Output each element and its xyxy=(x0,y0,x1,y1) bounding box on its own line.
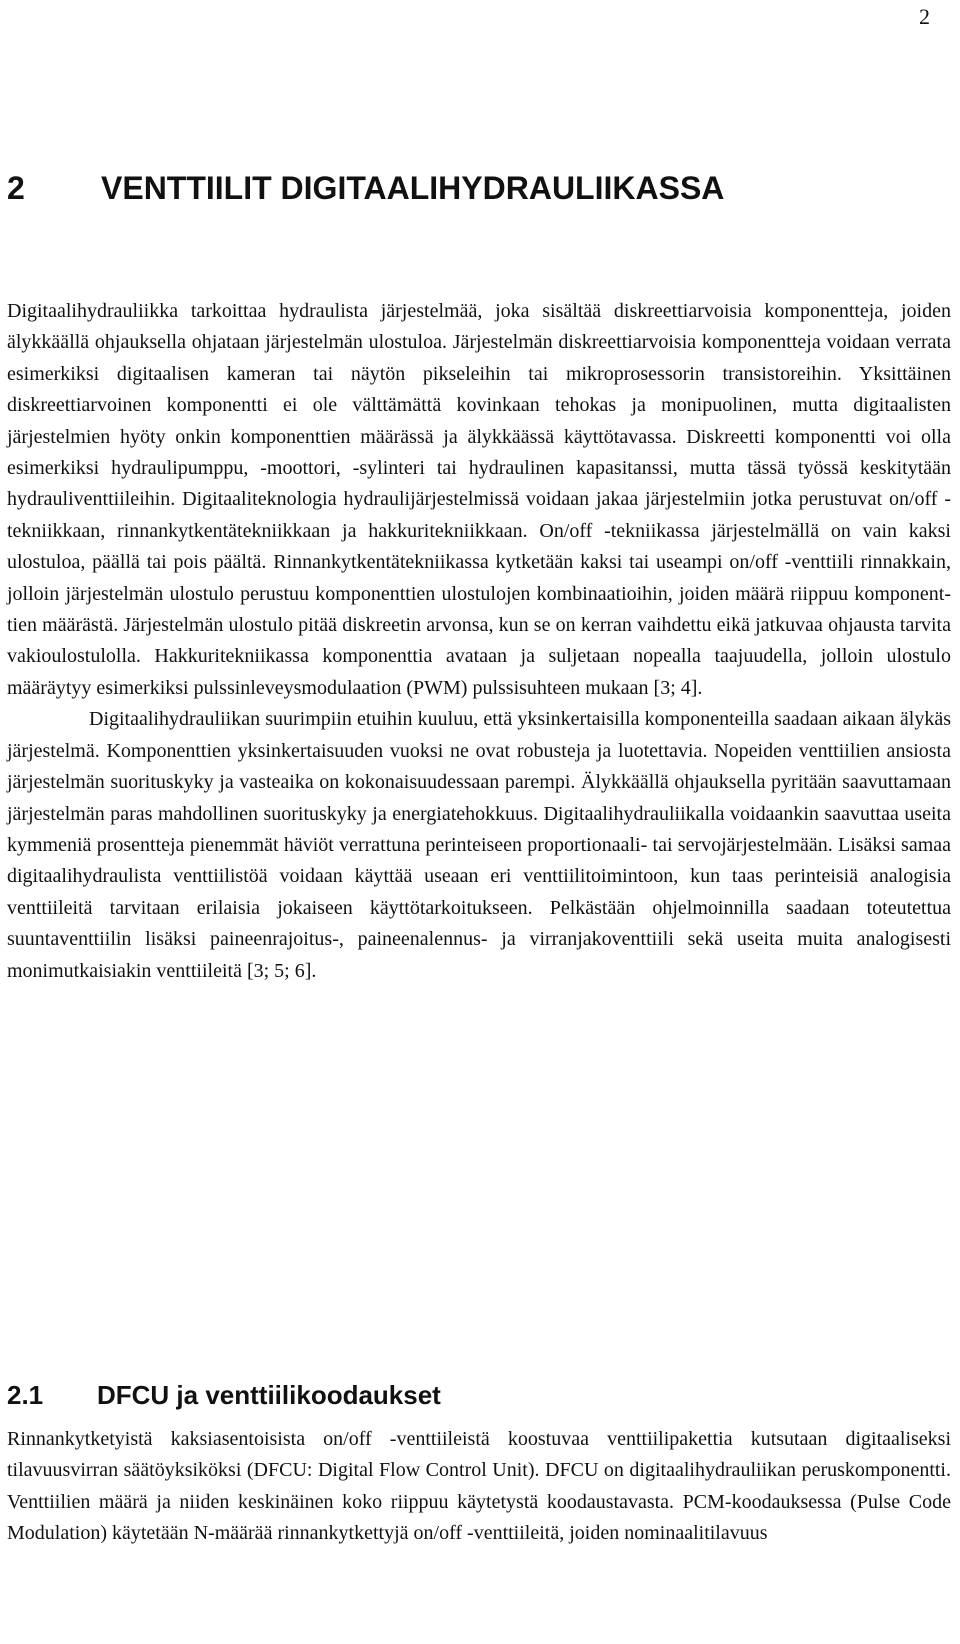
section-title: DFCU ja venttiilikoodaukset xyxy=(97,1380,441,1410)
section-heading xyxy=(7,1380,441,1411)
chapter-number: 2 xyxy=(7,170,25,206)
chapter-paragraph-2: Digitaalihydrauliikan suurimpiin etuihin kuuluu, että yksinkertaisilla komponenteilla saadaan aikaan älykäs järjestelmä. Komponenttien yksinkertaisuuden vuoksi ne ovat robusteja ja luotettavia. Nopeiden venttiilien ansiosta järjestelmän suorituskyky ja vasteaika on kokonaisuudessaan parempi. Älykkäällä ohjauksella pyritään saavuttamaan järjestelmän paras mahdollinen suorituskyky ja energiatehokkuus. Digitaalihydrauliikalla voidaankin saavuttaa useita kymmeniä prosentteja pienemmät häviöt verrattuna perinteiseen proportionaali- tai servojärjestelmään. Lisäksi samaa digitaalihydraulista venttiilistöä voidaan käyttää useaan eri venttiilitoimintoon, kun taas perinteisiä analogisia venttiileitä tarvitaan erilaisia jokaiseen käyttötarkoitukseen. Pelkästään ohjelmoinnilla saadaan toteutettua suuntaventtiilin lisäksi paineenrajoitus-, paineenalennus- ja virranjakoventtiili sekä useita muita analogisesti monimutkaisiakin venttiileitä [3; 5; 6]. xyxy=(7,708,951,982)
section-paragraph-1: Rinnankytketyistä kaksiasentoisista on/off -venttiileistä koostuvaa venttiilipakettia kutsutaan digitaaliseksi tilavuusvirran säätöyksiköksi (DFCU: Digital Flow Control Unit). DFCU on digitaalihydrauliikan peruskomponentti. Venttiilien määrä ja niiden keskinäinen koko riippuu käytetystä koodaustavasta. PCM-koodauksessa (Pulse Code Modulation) käytetään N-määrää rinnankytkettyjä on/off -venttiileitä, joiden nominaalitilavuus xyxy=(7,1428,951,1545)
section-number: 2.1 xyxy=(7,1380,44,1410)
section-body xyxy=(7,1424,951,1550)
chapter-body xyxy=(7,296,951,987)
chapter-paragraph-1: Digitaalihydrauliikka tarkoittaa hydraulista järjestelmää, joka sisältää diskreettiarvoisia komponentteja, joiden älykkäällä ohjauksella ohjataan järjestelmän ulostuloa. Järjestelmän diskreettiarvoisia komponentteja voidaan verrata esimerkiksi digitaalisen kameran tai näytön pikseleihin tai mikroprosessorin transistoreihin. Yksittäinen diskreettiarvoinen komponentti ei ole välttämättä kovinkaan tehokas ja monipuolinen, mutta digitaalisten järjestelmien hyöty onkin komponenttien määrässä ja älykkäässä käyttötavassa. Diskreetti komponentti voi olla esimerkiksi hydraulipumppu, -moottori, -sylinteri tai hydraulinen kapasitanssi, mutta tässä työssä keskitytään hydrauliventtiileihin. Digitaaliteknologia hydraulijärjestelmissä voidaan jakaa järjestelmiin jotka perustuvat on/off -tekniikkaan, rinnankytkentätekniikkaan ja hakkuritekniikkaan. On/off -tekniikassa järjestelmällä on vain kaksi ulostuloa, päällä tai pois päältä. Rinnankytkentätekniikassa kytketään kaksi tai useampi on/off -venttiili rinnakkain, jolloin järjestelmän ulostulo perustuu komponenttien ulostulojen kombinaatioihin, joiden määrä riippuu komponenttien määrästä. Järjestelmän ulostulo pitää diskreetin arvonsa, kun se on kerran vaihdettu eikä jatkuvaa ohjausta tarvita vakioulostulolla. Hakkuritekniikassa komponenttia avataan ja suljetaan nopealla taajuudella, jolloin ulostulo määräytyy esimerkiksi pulssinleveysmodulaation (PWM) pulssisuhteen mukaan [3; 4]. xyxy=(7,300,951,699)
chapter-title: VENTTIILIT DIGITAALIHYDRAULIIKASSA xyxy=(101,170,725,206)
page-number: 2 xyxy=(919,4,930,29)
chapter-heading xyxy=(7,170,724,207)
